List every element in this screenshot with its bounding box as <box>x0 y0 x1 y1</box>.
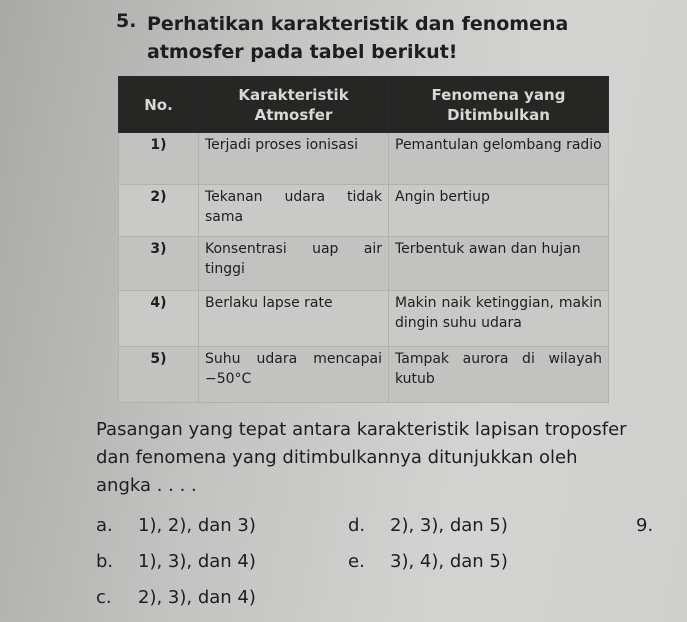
row-characteristic: Konsentrasi uap air tinggi <box>199 237 389 291</box>
table-row <box>119 291 609 347</box>
option-text: 3), 4), dan 5) <box>390 551 508 572</box>
row-phenomenon: Tampak aurora di wilayah kutub <box>389 347 609 403</box>
option-a[interactable] <box>96 513 256 539</box>
row-phenomenon: Pemantulan gelombang radio <box>389 133 609 185</box>
row-characteristic: Berlaku lapse rate <box>199 291 389 347</box>
option-letter: a. <box>96 515 113 536</box>
table-header-row <box>119 77 609 133</box>
next-question-number: 9. <box>636 515 654 536</box>
row-phenomenon: Makin naik ketinggian, makin dingin suhu udara <box>389 291 609 347</box>
option-text: 2), 3), dan 5) <box>390 515 508 536</box>
question-number: 5. <box>116 10 137 32</box>
row-number: 1) <box>119 133 199 185</box>
option-letter: c. <box>96 587 112 608</box>
question-prompt: Pasangan yang tepat antara karakteristik lapisan troposfer dan fenomena yang ditimbulkannya ditunjukkan oleh angka . . . . <box>96 419 627 496</box>
row-characteristic: Terjadi proses ionisasi <box>199 133 389 185</box>
option-letter: d. <box>348 515 366 536</box>
header-phenomenon: Fenomena yang Ditimbulkan <box>389 77 609 133</box>
atmosphere-table <box>118 76 609 403</box>
header-characteristic: Karakteristik Atmosfer <box>199 77 389 133</box>
row-number: 4) <box>119 291 199 347</box>
option-c[interactable] <box>96 585 256 611</box>
option-letter: e. <box>348 551 365 572</box>
option-letter: b. <box>96 551 114 572</box>
table-row <box>119 237 609 291</box>
row-number: 2) <box>119 185 199 237</box>
row-characteristic: Tekanan udara tidak sama <box>199 185 389 237</box>
header-no: No. <box>119 77 199 133</box>
option-text: 1), 3), dan 4) <box>138 551 256 572</box>
row-number: 5) <box>119 347 199 403</box>
option-b[interactable] <box>96 549 256 575</box>
option-e[interactable] <box>348 549 508 575</box>
row-phenomenon: Terbentuk awan dan hujan <box>389 237 609 291</box>
row-phenomenon: Angin bertiup <box>389 185 609 237</box>
option-text: 1), 2), dan 3) <box>138 515 256 536</box>
table-row <box>119 133 609 185</box>
row-characteristic: Suhu udara mencapai −50°C <box>199 347 389 403</box>
option-text: 2), 3), dan 4) <box>138 587 256 608</box>
table-row <box>119 347 609 403</box>
row-number: 3) <box>119 237 199 291</box>
table-row <box>119 185 609 237</box>
question-text: Perhatikan karakteristik dan fenomena atmosfer pada tabel berikut! <box>147 13 569 63</box>
option-d[interactable] <box>348 513 508 539</box>
